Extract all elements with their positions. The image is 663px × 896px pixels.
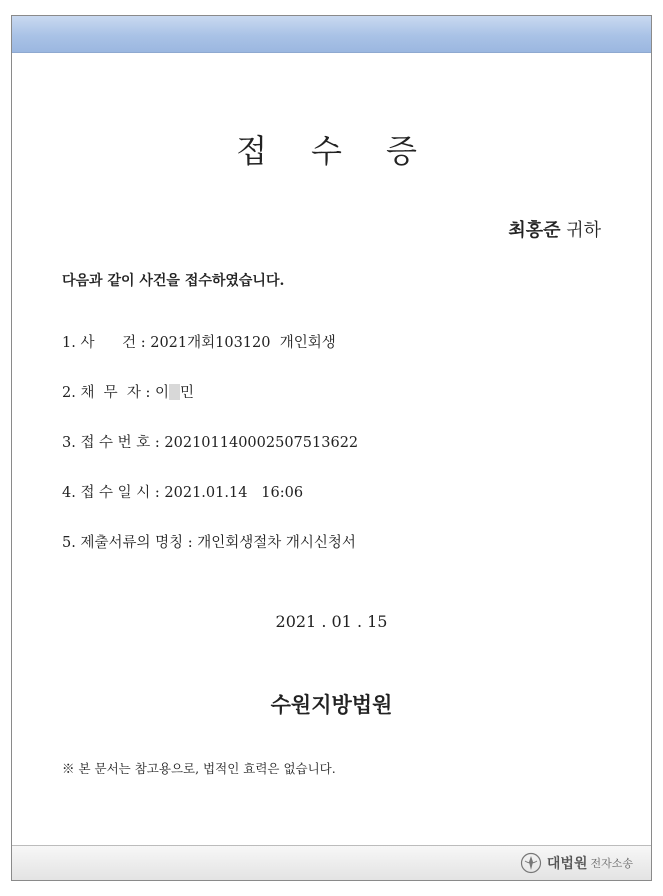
recipient-name: 최홍준: [508, 220, 561, 241]
title-char: 증: [385, 132, 427, 170]
field-value: 2021.01.14 16:06: [164, 485, 304, 501]
field-receipt-number: [62, 431, 358, 452]
footer-bar: [12, 845, 651, 880]
title-char: 접: [236, 132, 278, 170]
court-emblem-icon: [520, 852, 542, 874]
field-case: [62, 331, 336, 352]
field-label: 5. 제출서류의 명칭 :: [62, 535, 198, 551]
field-label: 1. 사 건 :: [62, 335, 151, 351]
issue-date: 2021 . 01 . 15: [275, 612, 388, 631]
field-label: 3. 접 수 번 호 :: [62, 435, 165, 451]
recipient-suffix: 귀하: [566, 220, 601, 241]
disclaimer-note: ※ 본 문서는 참고용으로, 법적인 효력은 없습니다.: [62, 761, 336, 776]
supreme-court-logo: [520, 852, 633, 874]
field-receipt-datetime: [62, 481, 303, 502]
logo-main-text: 대법원: [546, 856, 588, 872]
top-bar: [12, 16, 651, 53]
field-debtor: [62, 381, 194, 402]
field-value: 20210114000250751362​2: [164, 435, 359, 451]
debtor-name-suffix: 민: [180, 385, 195, 401]
title-char: 수: [311, 132, 352, 170]
field-label: 4. 접 수 일 시 :: [62, 485, 165, 501]
field-label: 2. 채 무 자 :: [62, 385, 156, 401]
document-frame: [11, 15, 652, 881]
masked-character: [169, 384, 180, 400]
recipient: [508, 216, 601, 242]
field-value: 개인회생절차 개시신청서: [197, 535, 356, 551]
document-title: [12, 126, 651, 172]
field-value: 2021개회103120 개인회생: [150, 335, 336, 351]
court-name: 수원지방법원: [270, 692, 393, 717]
field-document-name: [62, 531, 356, 552]
intro-text: 다음과 같이 사건을 접수하였습니다.: [62, 273, 285, 289]
debtor-name-prefix: 이: [155, 385, 170, 401]
logo-sub-text: 전자소송: [590, 857, 633, 870]
